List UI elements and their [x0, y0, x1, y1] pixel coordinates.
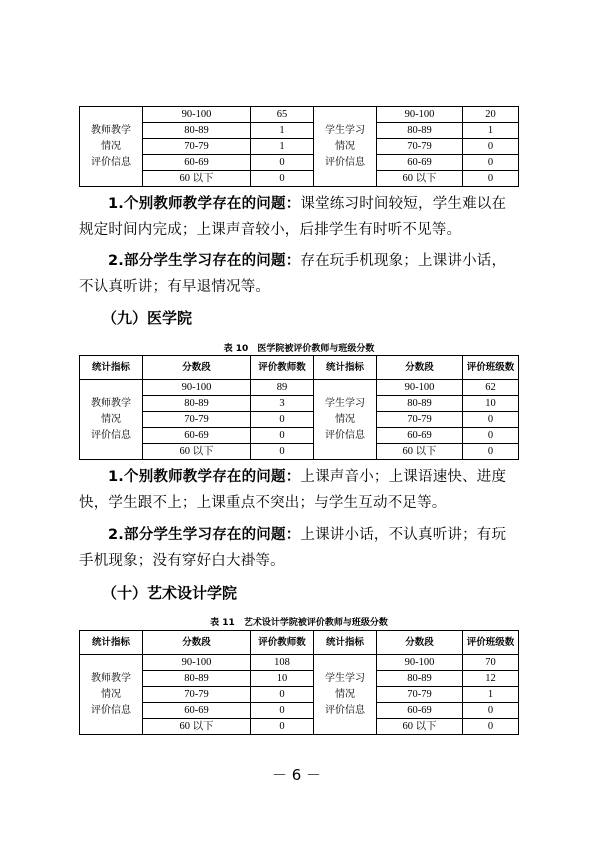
paragraph-student-issues: 2.部分学生学习存在的问题：上课讲小话，不认真听讲；有玩手机现象；没有穿好白大褂等。 — [79, 527, 507, 569]
range-cell: 90-100 — [377, 107, 463, 123]
range-cell: 70-79 — [377, 687, 463, 703]
range-cell: 60 以下 — [377, 171, 463, 187]
count-cell: 0 — [251, 687, 314, 703]
count-cell: 0 — [251, 155, 314, 171]
range-cell: 70-79 — [377, 412, 463, 428]
count-cell: 1 — [251, 123, 314, 139]
range-cell: 80-89 — [143, 396, 251, 412]
count-cell: 0 — [463, 155, 519, 171]
column-header: 分数段 — [143, 356, 251, 380]
count-cell: 0 — [463, 139, 519, 155]
table-row — [80, 655, 519, 671]
range-cell: 60 以下 — [143, 171, 251, 187]
category-cell: 教师教学 情况 评价信息 — [80, 380, 143, 460]
table-row — [80, 171, 519, 187]
score-table-11 — [79, 630, 519, 735]
count-cell: 0 — [463, 719, 519, 735]
count-cell: 0 — [251, 444, 314, 460]
count-cell: 20 — [463, 107, 519, 123]
table-row — [80, 428, 519, 444]
column-header: 分数段 — [143, 631, 251, 655]
range-cell: 60-69 — [143, 428, 251, 444]
category-cell: 学生学习 情况 评价信息 — [314, 107, 377, 187]
count-cell: 1 — [463, 687, 519, 703]
count-cell: 0 — [463, 171, 519, 187]
range-cell: 80-89 — [377, 123, 463, 139]
column-header: 统计指标 — [80, 631, 143, 655]
count-cell: 0 — [463, 703, 519, 719]
count-cell: 0 — [463, 412, 519, 428]
column-header: 统计指标 — [80, 356, 143, 380]
table-row — [80, 396, 519, 412]
count-cell: 0 — [463, 428, 519, 444]
range-cell: 80-89 — [377, 671, 463, 687]
paragraph-teacher-issues: 1.个别教师教学存在的问题：上课声音小；上课语速快、进度快，学生跟不上；上课重点不突出；与学生互动不足等。 — [79, 469, 507, 511]
column-header: 评价班级数 — [463, 631, 519, 655]
table-caption: 表 11 艺术设计学院被评价教师与班级分数 — [210, 618, 388, 628]
range-cell: 70-79 — [143, 687, 251, 703]
score-table-10 — [79, 355, 519, 460]
table-row — [80, 671, 519, 687]
table-row — [80, 155, 519, 171]
table-row — [80, 380, 519, 396]
category-cell: 学生学习 情况 评价信息 — [314, 655, 377, 735]
range-cell: 70-79 — [377, 139, 463, 155]
range-cell: 70-79 — [143, 412, 251, 428]
range-cell: 60 以下 — [377, 719, 463, 735]
table-row — [80, 719, 519, 735]
count-cell: 3 — [251, 396, 314, 412]
category-cell: 教师教学 情况 评价信息 — [80, 655, 143, 735]
range-cell: 90-100 — [377, 380, 463, 396]
column-header: 评价班级数 — [463, 356, 519, 380]
column-header: 分数段 — [377, 631, 463, 655]
range-cell: 90-100 — [143, 107, 251, 123]
table-row — [80, 444, 519, 460]
section-heading: （九）医学院 — [102, 309, 193, 327]
count-cell: 0 — [463, 444, 519, 460]
table-row — [80, 687, 519, 703]
range-cell: 60-69 — [377, 155, 463, 171]
column-header: 统计指标 — [314, 631, 377, 655]
count-cell: 0 — [251, 428, 314, 444]
count-cell: 1 — [251, 139, 314, 155]
count-cell: 89 — [251, 380, 314, 396]
range-cell: 90-100 — [377, 655, 463, 671]
paragraph-student-issues: 2.部分学生学习存在的问题：存在玩手机现象；上课讲小话，不认真听讲；有早退情况等。 — [79, 253, 507, 295]
paragraph-teacher-issues: 1.个别教师教学存在的问题：课堂练习时间较短，学生难以在规定时间内完成；上课声音较小，后排学生有时听不见等。 — [79, 196, 507, 238]
table-header-row — [80, 631, 519, 655]
range-cell: 90-100 — [143, 380, 251, 396]
table-row — [80, 107, 519, 123]
table-row — [80, 412, 519, 428]
column-header: 评价教师数 — [251, 631, 314, 655]
count-cell: 108 — [251, 655, 314, 671]
table-caption: 表 10 医学院被评价教师与班级分数 — [223, 344, 375, 354]
table-row — [80, 703, 519, 719]
count-cell: 0 — [251, 171, 314, 187]
range-cell: 60 以下 — [143, 444, 251, 460]
table-header-row — [80, 356, 519, 380]
count-cell: 12 — [463, 671, 519, 687]
range-cell: 70-79 — [143, 139, 251, 155]
range-cell: 90-100 — [143, 655, 251, 671]
count-cell: 0 — [251, 412, 314, 428]
count-cell: 62 — [463, 380, 519, 396]
column-header: 评价教师数 — [251, 356, 314, 380]
range-cell: 60-69 — [377, 703, 463, 719]
page-number: － 6 － — [271, 766, 322, 784]
count-cell: 10 — [463, 396, 519, 412]
range-cell: 60-69 — [143, 703, 251, 719]
count-cell: 0 — [251, 703, 314, 719]
table-row — [80, 139, 519, 155]
score-table-top — [79, 106, 519, 187]
count-cell: 1 — [463, 123, 519, 139]
column-header: 统计指标 — [314, 356, 377, 380]
column-header: 分数段 — [377, 356, 463, 380]
count-cell: 10 — [251, 671, 314, 687]
count-cell: 65 — [251, 107, 314, 123]
count-cell: 0 — [251, 719, 314, 735]
category-cell: 教师教学 情况 评价信息 — [80, 107, 143, 187]
range-cell: 80-89 — [377, 396, 463, 412]
range-cell: 80-89 — [143, 671, 251, 687]
range-cell: 80-89 — [143, 123, 251, 139]
range-cell: 60-69 — [143, 155, 251, 171]
range-cell: 60 以下 — [143, 719, 251, 735]
count-cell: 70 — [463, 655, 519, 671]
table-row — [80, 123, 519, 139]
range-cell: 60-69 — [377, 428, 463, 444]
category-cell: 学生学习 情况 评价信息 — [314, 380, 377, 460]
section-heading: （十）艺术设计学院 — [102, 584, 238, 602]
range-cell: 60 以下 — [377, 444, 463, 460]
